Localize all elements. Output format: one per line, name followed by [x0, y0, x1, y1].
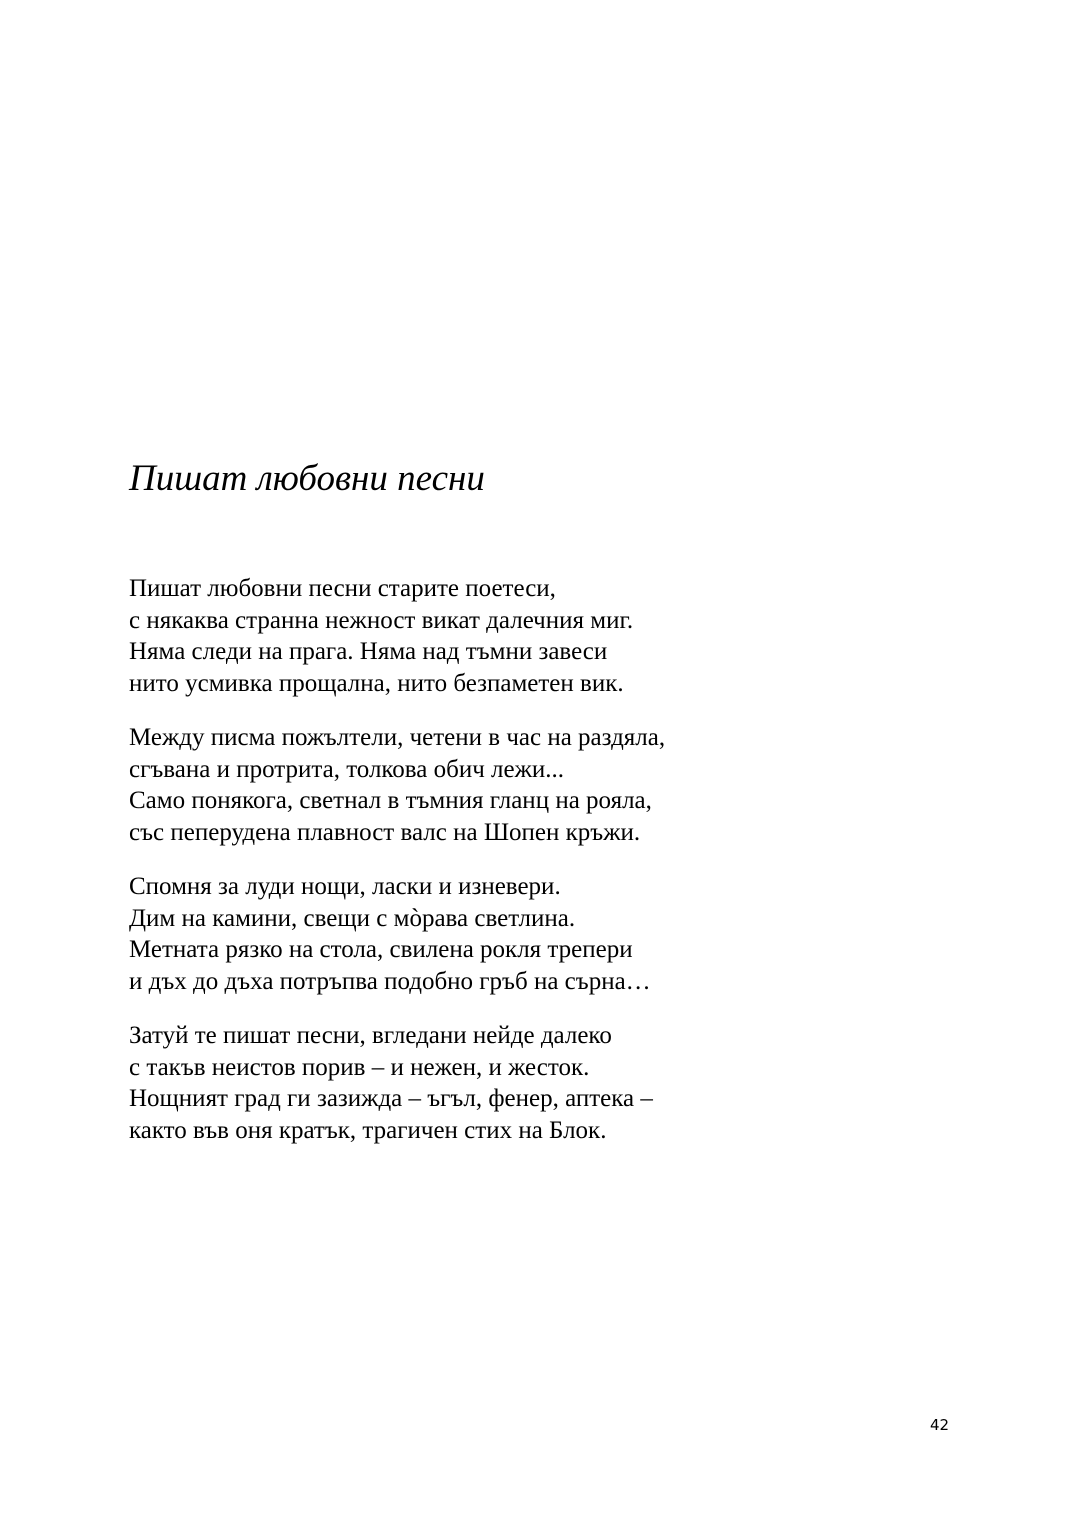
poem-line: с някаква странна нежност викат далечния миг. [129, 606, 634, 634]
stanza-4 [129, 1020, 989, 1146]
poem-line: сгъвана и протрита, толкова обич лежи... [129, 755, 565, 783]
poem-line: както във оня кратък, трагичен стих на Блок. [129, 1116, 607, 1144]
poem-body [129, 573, 989, 1169]
stanza-2 [129, 722, 989, 848]
poem-line: Метната рязко на стола, свилена рокля трепери [129, 936, 633, 963]
poem-line: Затуй те пишат песни, вгледани нейде далеко [129, 1022, 612, 1049]
poem-line: Само понякога, светнал в тъмния гланц на рояла, [129, 787, 652, 814]
poem-line: и дъх до дъха потръпва подобно гръб на сърна… [129, 967, 651, 995]
poem-line: с такъв неистов порив – и нежен, и жесток. [129, 1053, 590, 1081]
stanza-3 [129, 871, 989, 997]
poem-line: Спомня за луди нощи, ласки и изневери. [129, 873, 561, 900]
poem-line: Няма следи на прага. Няма над тъмни завеси [129, 638, 608, 665]
poem-line: нито усмивка прощална, нито безпаметен вик. [129, 669, 624, 697]
poem-line: Между писма пожълтели, четени в час на раздяла, [129, 724, 666, 751]
poem-line: Нощният град ги зазижда – ъгъл, фенер, аптека – [129, 1085, 653, 1112]
poem-line: Дим на камини, свещи с мòрава светлина. [129, 904, 576, 932]
poem-line: със пеперудена плавност валс на Шопен кръжи. [129, 818, 641, 846]
stanza-1 [129, 573, 989, 699]
poem-title: Пишат любовни песни [129, 458, 485, 499]
page-number: 42 [930, 1416, 950, 1434]
poem-line: Пишат любовни песни старите поетеси, [129, 575, 556, 602]
